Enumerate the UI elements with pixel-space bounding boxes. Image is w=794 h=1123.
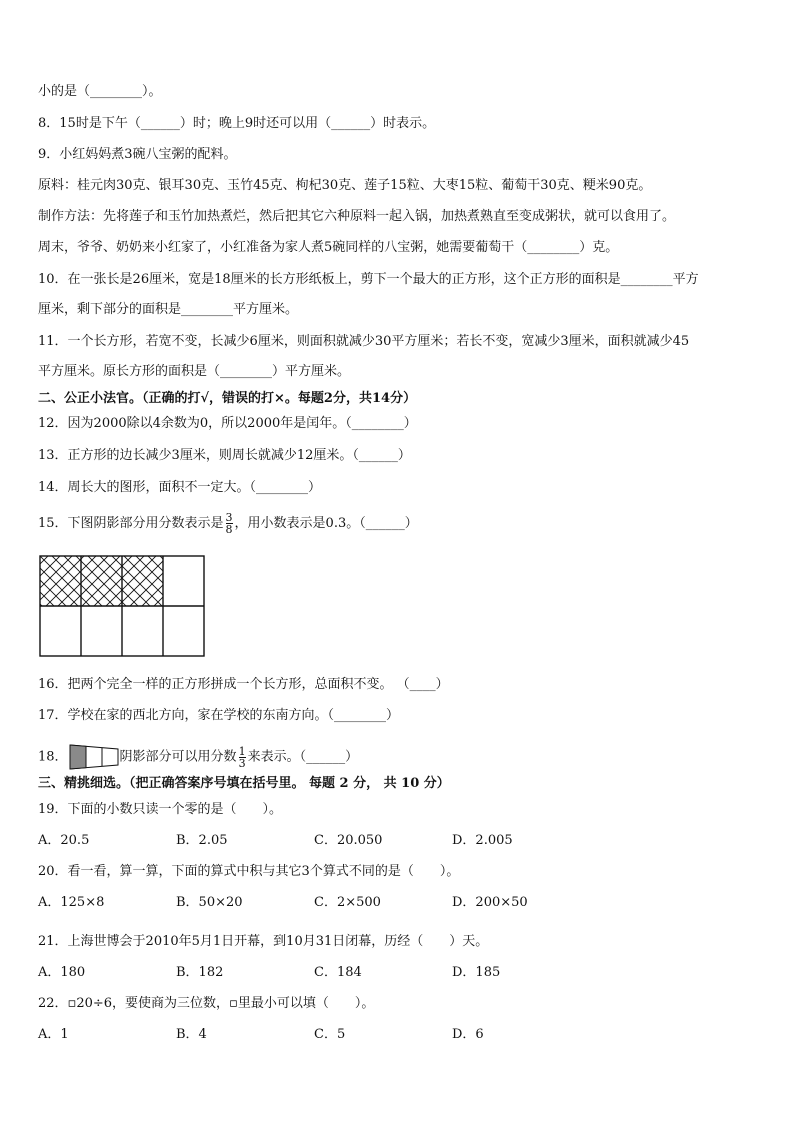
option-b[interactable]: B．182 [176,965,224,980]
option-d[interactable]: D．6 [452,1027,484,1042]
question-16: 16．把两个完全一样的正方形拼成一个长方形，总面积不变。 （____） [38,677,449,692]
shaded-cell-3 [122,556,163,606]
trapezoid-figure [68,744,120,770]
question-19: 19．下面的小数只读一个零的是（ ）。 [38,802,283,817]
question-10-line2: 厘米，剩下部分的面积是________平方厘米。 [38,302,299,317]
section-2-heading: 二、公正小法官。（正确的打√，错误的打×。每题2分，共14分） [38,391,417,406]
fraction-one-third: $\frac{1}{3}$ [238,744,246,770]
question-11-line1: 11．一个长方形，若宽不变，长减少6厘米，则面积就减少30平方厘米；若长不变，宽减少3厘米，面积就减少45 [38,334,690,349]
question-18 [38,744,358,770]
question-18-number: 18． [38,749,68,765]
question-15-grid-figure [38,554,206,658]
question-21: 21．上海世博会于2010年5月1日开幕，到10月31日闭幕，历经（ ）天。 [38,934,489,949]
option-c[interactable]: C．5 [314,1027,346,1042]
option-d[interactable]: D．2.005 [452,833,513,848]
option-a[interactable]: A．20.5 [38,833,90,848]
option-a[interactable]: A．180 [38,965,86,980]
option-d[interactable]: D．185 [452,965,501,980]
shaded-cell-2 [81,556,122,606]
fraction-three-eighths: $\frac{3}{8}$ [225,511,233,536]
question-9-ingredients: 原料：桂元肉30克、银耳30克、玉竹45克、枸杞30克、莲子15粒、大枣15粒、葡萄干30克、粳米90克。 [38,178,652,193]
question-14: 14．周长大的图形，面积不一定大。（________） [38,480,322,495]
question-8: 8．15时是下午（______）时；晚上9时还可以用（______）时表示。 [38,116,436,131]
question-12: 12．因为2000除以4余数为0，所以2000年是闰年。（________） [38,416,417,431]
question-20: 20．看一看，算一算，下面的算式中积与其它3个算式不同的是（ ）。 [38,864,460,879]
question-7-tail: 小的是（________）。 [38,84,162,99]
option-d[interactable]: D．200×50 [452,895,528,910]
option-b[interactable]: B．4 [176,1027,207,1042]
question-9-question: 周末，爷爷、奶奶来小红家了，小红准备为家人煮5碗同样的八宝粥，她需要葡萄干（________）克。 [38,240,619,255]
option-c[interactable]: C．20.050 [314,833,383,848]
question-9: 9．小红妈妈煮3碗八宝粥的配料。 [38,147,237,162]
question-18-text: 阴影部分可以用分数 [119,749,237,765]
question-15-text: 15．下图阴影部分用分数表示是 [38,516,224,531]
option-c[interactable]: C．184 [314,965,362,980]
question-13: 13．正方形的边长减少3厘米，则周长就减少12厘米。（______） [38,448,411,463]
question-17: 17．学校在家的西北方向，家在学校的东南方向。（________） [38,708,400,723]
section-3-heading: 三、精挑细选。（把正确答案序号填在括号里。 每题 2 分， 共 10 分） [38,776,450,791]
question-15 [38,512,418,535]
option-b[interactable]: B．2.05 [176,833,228,848]
question-22: 22．▫20÷6，要使商为三位数，▫里最小可以填（ ）。 [38,996,375,1011]
shaded-cell-1 [40,556,81,606]
question-9-method: 制作方法：先将莲子和玉竹加热煮烂，然后把其它六种原料一起入锅，加热煮熟直至变成粥状，就可以食用了。 [38,209,676,224]
question-15-tail: ，用小数表示是0.3。（______） [234,516,418,531]
option-a[interactable]: A．125×8 [38,895,105,910]
question-11-line2: 平方厘米。原长方形的面积是（________）平方厘米。 [38,364,351,379]
option-b[interactable]: B．50×20 [176,895,243,910]
option-a[interactable]: A．1 [38,1027,69,1042]
option-c[interactable]: C．2×500 [314,895,381,910]
question-18-tail: 来表示。（______） [247,749,359,765]
question-10-line1: 10．在一张长是26厘米，宽是18厘米的长方形纸板上，剪下一个最大的正方形，这个正方形的面积是________平方 [38,272,699,287]
